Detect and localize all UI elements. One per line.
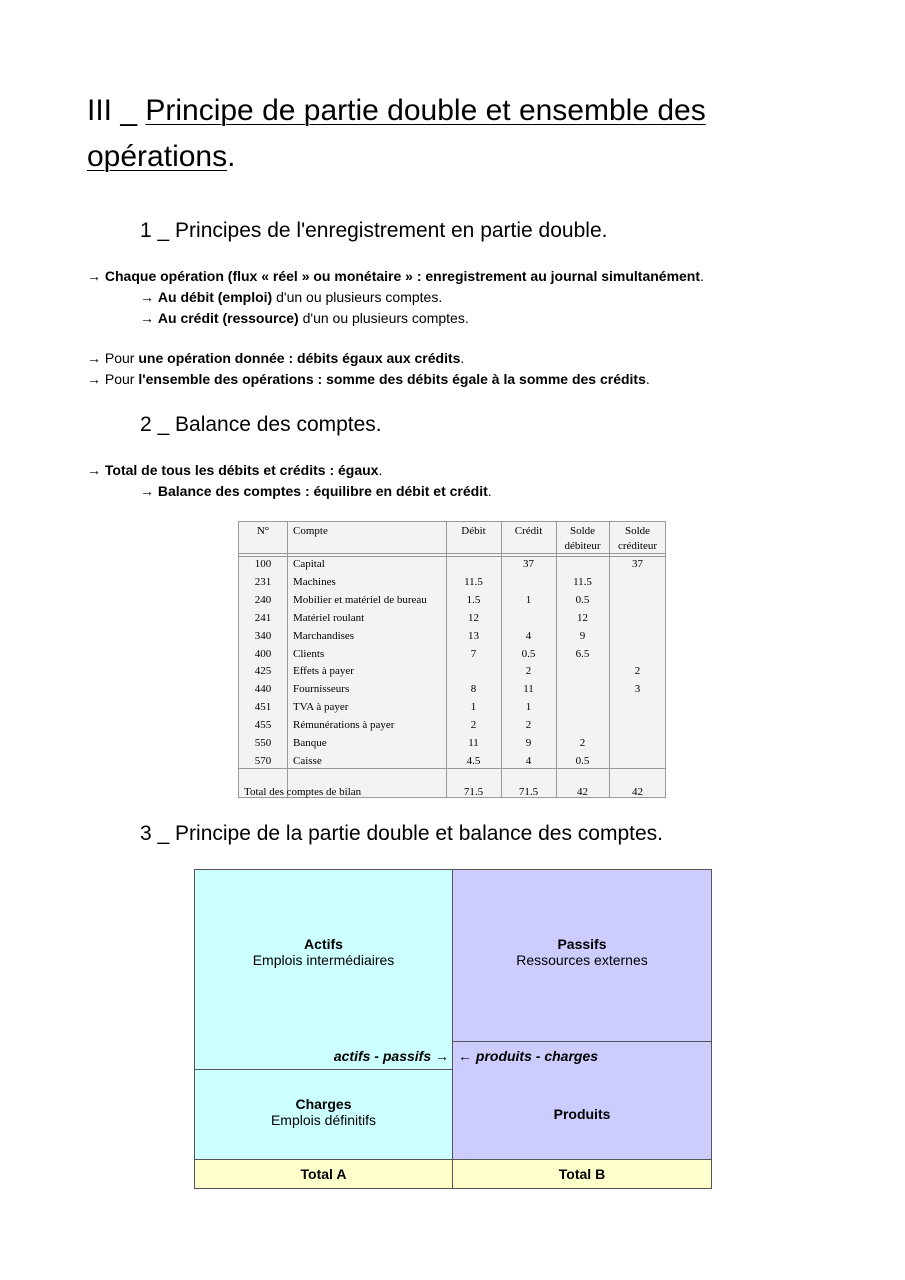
row-debit: 7: [470, 647, 477, 660]
total-b: Total B: [453, 1160, 711, 1188]
bullet-line: → Total de tous les débits et crédits : égaux.: [87, 462, 383, 478]
row-compte: Matériel roulant: [293, 611, 365, 624]
row-solde-debiteur: 11.5: [573, 575, 592, 588]
row-compte: Effets à payer: [293, 665, 354, 678]
row-compte: Rémunérations à payer: [293, 719, 395, 732]
charges-title: Charges: [295, 1096, 352, 1112]
bullet-line: → Chaque opération (flux « réel » ou monétaire » : enregistrement au journal simultanément.: [87, 268, 704, 284]
row-debit: 11: [468, 737, 479, 749]
row-credit: 1: [525, 593, 532, 606]
actifs-passifs-arrow: actifs - passifs →: [333, 1048, 449, 1064]
row-debit: 4.5: [466, 754, 481, 767]
row-debit: 1.5: [466, 593, 481, 606]
row-debit: 1: [470, 701, 477, 714]
row-num: 425: [254, 665, 272, 678]
section-1-heading: 1 _ Principes de l'enregistrement en partie double.: [140, 219, 608, 242]
header-compte: Compte: [293, 525, 328, 537]
row-num: 240: [254, 593, 272, 606]
row-debit: 12: [468, 611, 479, 624]
row-debit: 2: [470, 719, 477, 732]
total-label: Total des comptes de bilan: [244, 786, 362, 798]
header-num: N°: [256, 525, 270, 537]
total-a: Total A: [195, 1160, 453, 1188]
row-solde-debiteur: 2: [579, 737, 586, 749]
row-compte: Caisse: [293, 754, 322, 767]
row-compte: Banque: [293, 737, 327, 749]
row-solde-debiteur: 9: [579, 629, 586, 642]
row-debit: 11.5: [464, 575, 483, 588]
row-credit: 11: [523, 683, 534, 696]
passifs-subtitle: Ressources externes: [516, 952, 648, 968]
row-num: 440: [254, 683, 272, 696]
row-solde-debiteur: 6.5: [575, 647, 590, 660]
bullet-line: → Au débit (emploi) d'un ou plusieurs comptes.: [140, 289, 443, 305]
header-debit: Débit: [461, 525, 486, 537]
produits-charges-arrow: ← produits - charges: [458, 1048, 599, 1064]
row-num: 241: [254, 611, 272, 624]
row-num: 451: [254, 701, 272, 714]
row-compte: Mobilier et matériel de bureau: [293, 593, 427, 606]
row-num: 550: [254, 737, 272, 749]
row-compte: Marchandises: [293, 629, 355, 642]
row-num: 455: [254, 719, 272, 732]
row-num: 340: [254, 629, 272, 642]
bullet-line: → Balance des comptes : équilibre en débit et crédit.: [140, 483, 492, 499]
row-solde-crediteur: 2: [634, 665, 641, 678]
row-debit: 13: [468, 629, 479, 642]
passifs-block: [453, 870, 711, 1042]
total-debit: 71.5: [463, 786, 484, 798]
header-solde-crediteur-2: créditeur: [617, 540, 658, 552]
total-solde-crediteur: 42: [632, 786, 643, 798]
balance-table: [238, 521, 666, 798]
section-2-heading: 2 _ Balance des comptes.: [140, 413, 382, 436]
row-compte: Capital: [293, 558, 325, 570]
bullet-line: → Pour une opération donnée : débits égaux aux crédits.: [87, 350, 465, 366]
total-credit: 71.5: [518, 786, 539, 798]
row-solde-debiteur: 12: [577, 611, 588, 624]
row-num: 570: [254, 754, 272, 767]
row-credit: 0.5: [521, 647, 536, 660]
row-solde-crediteur: 3: [634, 683, 641, 696]
row-solde-debiteur: 0.5: [575, 754, 590, 767]
total-solde-debiteur: 42: [577, 786, 588, 798]
bullet-line: → Pour l'ensemble des opérations : somme des débits égale à la somme des crédits.: [87, 371, 650, 387]
charges-subtitle: Emplois définitifs: [270, 1112, 377, 1128]
header-solde-debiteur-2: débiteur: [564, 540, 601, 552]
row-credit: 1: [525, 701, 532, 714]
row-compte: TVA à payer: [293, 701, 349, 714]
header-solde-crediteur-1: Solde: [624, 525, 651, 537]
row-solde-debiteur: 0.5: [575, 593, 590, 606]
row-solde-crediteur: 37: [632, 558, 643, 570]
row-num: 400: [254, 647, 272, 660]
row-credit: 2: [525, 719, 532, 732]
charges-block: [195, 1070, 453, 1160]
section-3-heading: 3 _ Principe de la partie double et balance des comptes.: [140, 822, 664, 845]
row-credit: 37: [523, 558, 534, 570]
row-compte: Fournisseurs: [293, 683, 350, 696]
row-credit: 4: [525, 754, 532, 767]
row-num: 100: [254, 558, 272, 570]
row-credit: 2: [525, 665, 532, 678]
passifs-title: Passifs: [557, 936, 607, 952]
header-credit: Crédit: [514, 525, 543, 537]
row-compte: Machines: [293, 575, 336, 588]
produits-title: Produits: [553, 1106, 611, 1122]
row-credit: 9: [525, 737, 532, 749]
header-solde-debiteur-1: Solde: [569, 525, 596, 537]
row-num: 231: [254, 575, 272, 588]
bullet-line: → Au crédit (ressource) d'un ou plusieurs comptes.: [140, 310, 469, 326]
actifs-block: [195, 870, 453, 1070]
double-entry-diagram: [194, 869, 712, 1189]
actifs-title: Actifs: [304, 936, 343, 952]
row-debit: 8: [470, 683, 477, 696]
row-credit: 4: [525, 629, 532, 642]
actifs-subtitle: Emplois intermédiaires: [252, 952, 395, 968]
page-title: III _ Principe de partie double et ensemble des opérations.: [87, 94, 706, 173]
row-compte: Clients: [293, 647, 325, 660]
